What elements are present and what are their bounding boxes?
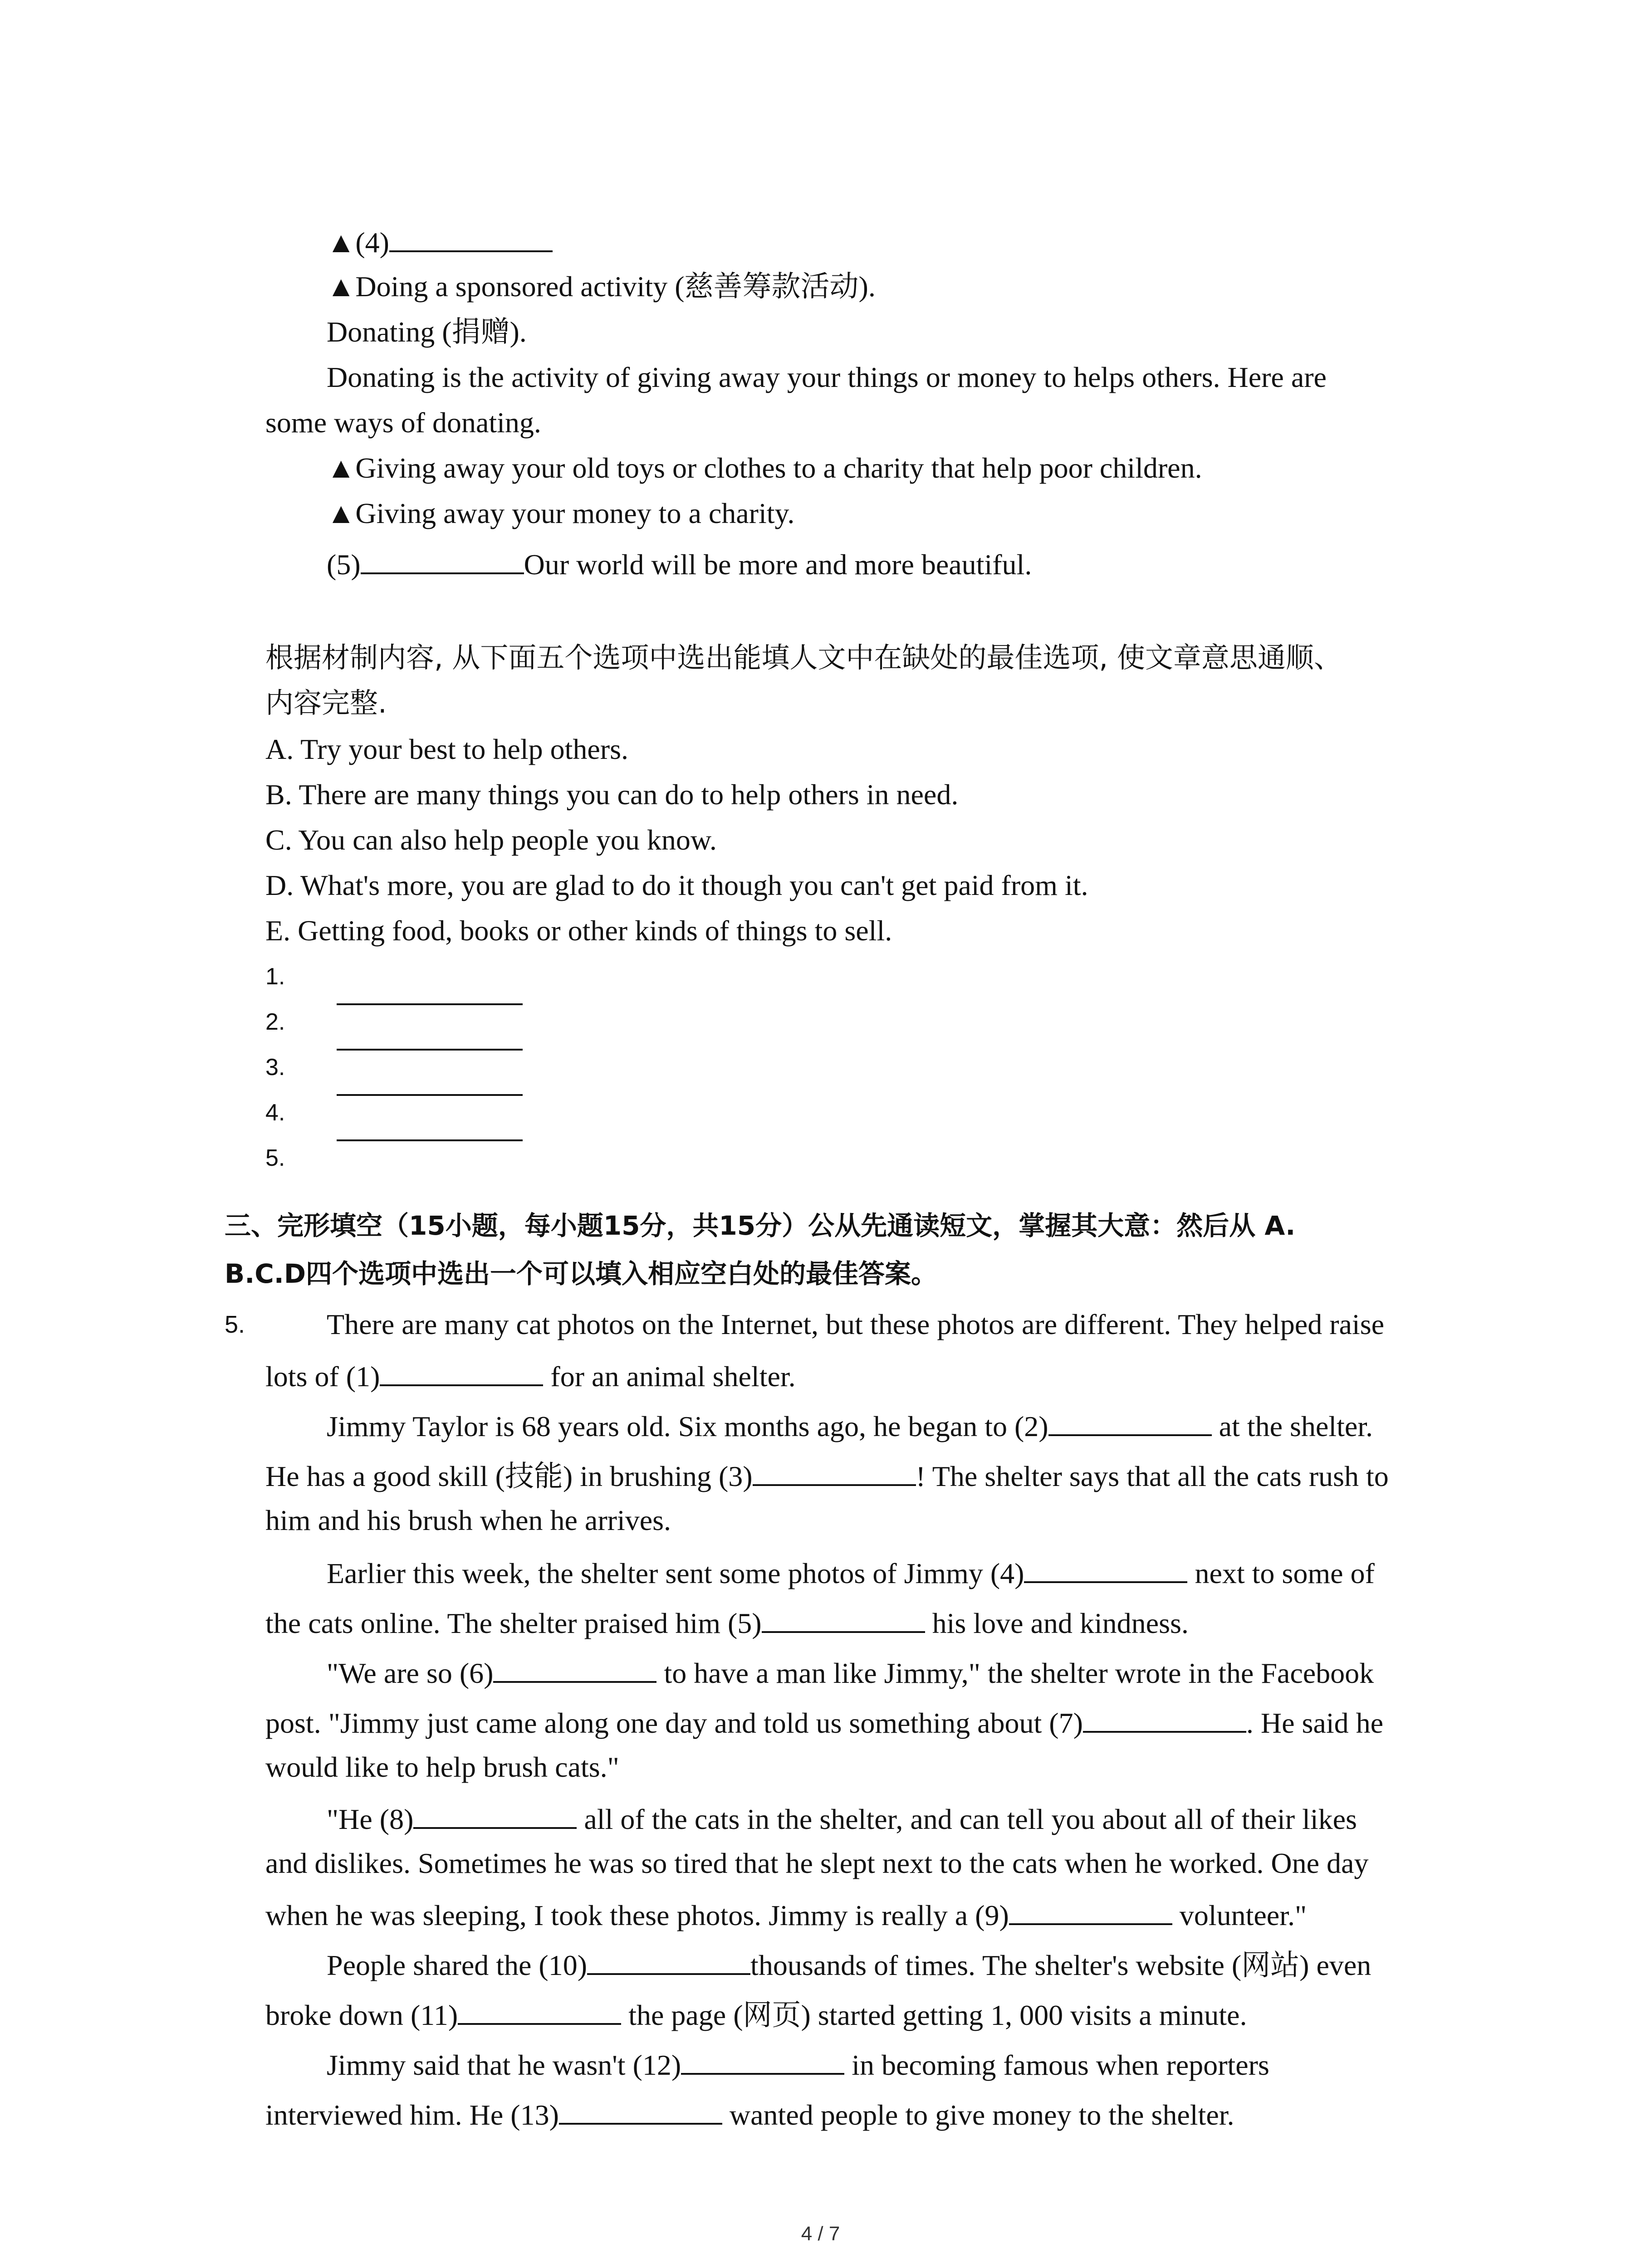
answer-number: 3. — [265, 1054, 285, 1080]
cloze-text: People shared the (10) — [327, 1949, 588, 1981]
item-4 — [327, 222, 553, 261]
page-number: 4 / 7 — [801, 2223, 840, 2245]
cloze-line: him and his brush when he arrives. — [265, 1504, 671, 1536]
cloze-text: the cats online. The shelter praised him (5) — [265, 1607, 762, 1639]
cloze-text: Jimmy Taylor is 68 years old. Six months ago, he began to (2) — [327, 1410, 1048, 1442]
cloze-text: the page (网页) started getting 1, 000 visits a minute. — [621, 1999, 1247, 2031]
donating-paragraph-line: Donating is the activity of giving away your things or money to helps others. Here are — [327, 361, 1327, 393]
give-money-line: ▲Giving away your money to a charity. — [327, 497, 795, 529]
answer-number: 4. — [265, 1100, 285, 1126]
cloze-text: volunteer." — [1172, 1899, 1307, 1931]
cloze-text: ! The shelter says that all the cats rush to — [916, 1460, 1389, 1492]
cloze-text: He has a good skill (技能) in brushing (3) — [265, 1460, 753, 1492]
section-heading: B.C.D四个选项中选出一个可以填入相应空白处的最佳答案。 — [225, 1258, 937, 1289]
cloze-text: Earlier this week, the shelter sent some photos of Jimmy (4) — [327, 1557, 1024, 1589]
cloze-blank-12[interactable] — [681, 2045, 844, 2075]
answer-number: 5. — [265, 1145, 285, 1171]
question-number: 5. — [225, 1311, 245, 1338]
cloze-line — [265, 1895, 1307, 1934]
option-e: E. Getting food, books or other kinds of things to sell. — [265, 914, 892, 947]
cloze-line — [327, 2045, 1269, 2083]
donating-paragraph-line: some ways of donating. — [265, 406, 541, 439]
cloze-blank-11[interactable] — [458, 1995, 621, 2025]
answer-line[interactable] — [337, 1049, 523, 1051]
cloze-line — [327, 1553, 1375, 1592]
answer-blank[interactable] — [389, 222, 553, 252]
cloze-line — [327, 1653, 1374, 1691]
answer-line[interactable] — [337, 1139, 523, 1141]
cloze-text: "We are so (6) — [327, 1657, 494, 1689]
cloze-blank-4[interactable] — [1024, 1553, 1187, 1583]
cloze-text: broke down (11) — [265, 1999, 458, 2031]
answer-number: 1. — [265, 963, 285, 990]
instruction-line: 内容完整. — [265, 686, 387, 719]
cloze-text: "He (8) — [327, 1803, 414, 1835]
item-5-text: Our world will be more and more beautiful. — [524, 548, 1032, 581]
cloze-blank-13[interactable] — [559, 2095, 722, 2125]
cloze-text: next to some of — [1187, 1557, 1375, 1589]
cloze-text: for an animal shelter. — [543, 1360, 796, 1393]
cloze-text: lots of (1) — [265, 1360, 380, 1393]
cloze-line — [327, 1799, 1357, 1838]
cloze-blank-3[interactable] — [753, 1456, 916, 1486]
cloze-line: and dislikes. Sometimes he was so tired that he slept next to the cats when he worked. One day — [265, 1847, 1369, 1879]
cloze-blank-5[interactable] — [762, 1603, 925, 1633]
cloze-text: when he was sleeping, I took these photos. Jimmy is really a (9) — [265, 1899, 1009, 1931]
cloze-blank-8[interactable] — [413, 1799, 577, 1829]
cloze-text: thousands of times. The shelter's website (网站) even — [750, 1949, 1372, 1981]
option-d: D. What's more, you are glad to do it though you can't get paid from it. — [265, 869, 1088, 901]
cloze-text: all of the cats in the shelter, and can tell you about all of their likes — [577, 1803, 1357, 1835]
sponsored-activity-line: ▲Doing a sponsored activity (慈善筹款活动). — [327, 270, 876, 303]
cloze-line — [265, 2095, 1234, 2133]
cloze-blank-10[interactable] — [587, 1945, 750, 1975]
section-heading: 三、完形填空（15小题，每小题15分，共15分）公从先通读短文，掌握其大意：然后从 A. — [225, 1210, 1296, 1241]
cloze-blank-2[interactable] — [1048, 1406, 1212, 1436]
cloze-line — [265, 1456, 1389, 1495]
cloze-text: interviewed him. He (13) — [265, 2099, 559, 2131]
cloze-text: at the shelter. — [1211, 1410, 1373, 1442]
cloze-line — [327, 1406, 1373, 1445]
cloze-text: to have a man like Jimmy," the shelter wrote in the Facebook — [656, 1657, 1374, 1689]
cloze-text: . He said he — [1246, 1707, 1383, 1739]
cloze-blank-7[interactable] — [1083, 1703, 1246, 1733]
cloze-line — [265, 1603, 1189, 1642]
option-a: A. Try your best to help others. — [265, 733, 628, 765]
item-5 — [327, 544, 1032, 583]
answer-line[interactable] — [337, 1094, 523, 1096]
cloze-text: post. "Jimmy just came along one day and told us something about (7) — [265, 1707, 1083, 1739]
instruction-line: 根据材制内容, 从下面五个选项中选出能填人文中在缺处的最佳选项, 使文章意思通顺、 — [265, 641, 1342, 674]
cloze-text: wanted people to give money to the shelter. — [722, 2099, 1234, 2131]
cloze-text: his love and kindness. — [925, 1607, 1189, 1639]
cloze-line — [265, 1995, 1247, 2033]
item-4-label: ▲(4) — [327, 226, 389, 259]
cloze-blank-6[interactable] — [493, 1653, 656, 1683]
cloze-blank-9[interactable] — [1009, 1895, 1172, 1925]
option-c: C. You can also help people you know. — [265, 824, 717, 856]
cloze-line — [265, 1703, 1383, 1741]
cloze-text: in becoming famous when reporters — [844, 2049, 1269, 2081]
give-toys-line: ▲Giving away your old toys or clothes to a charity that help poor children. — [327, 452, 1202, 484]
cloze-blank-1[interactable] — [380, 1356, 543, 1386]
answer-line[interactable] — [337, 1003, 523, 1005]
cloze-line — [327, 1945, 1371, 1984]
cloze-line: There are many cat photos on the Internet, but these photos are different. They helped raise — [327, 1308, 1384, 1340]
item-5-label: (5) — [327, 548, 361, 581]
answer-number: 2. — [265, 1009, 285, 1035]
cloze-line — [265, 1356, 796, 1395]
cloze-line: would like to help brush cats." — [265, 1751, 619, 1783]
option-b: B. There are many things you can do to help others in need. — [265, 778, 959, 811]
answer-blank[interactable] — [361, 544, 524, 574]
donating-title: Donating (捐赠). — [327, 316, 527, 348]
cloze-text: Jimmy said that he wasn't (12) — [327, 2049, 681, 2081]
